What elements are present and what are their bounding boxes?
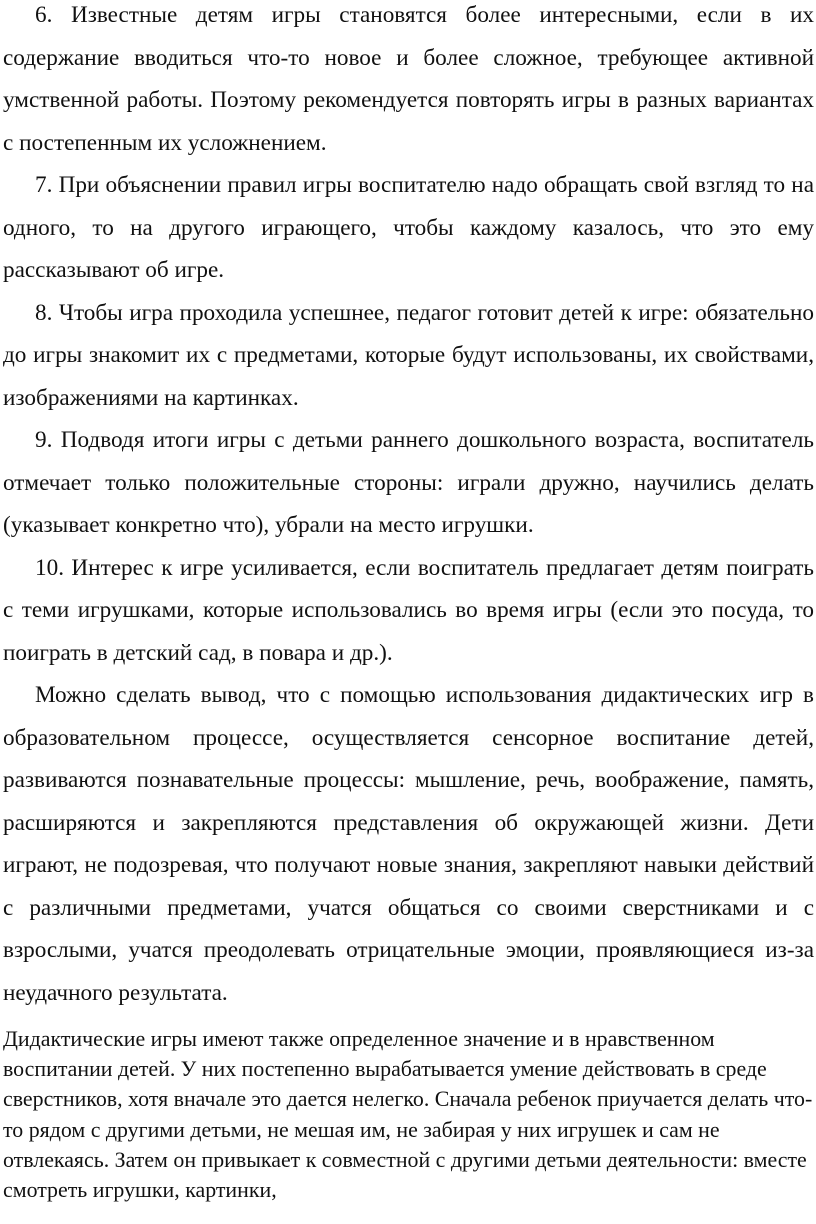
paragraph-item-6: 6. Известные детям игры становятся более интересными, если в их содержание вводиться что-то новое и более сложное, требующее активной умственной работы. Поэтому рекомендуется повторять игры в разных вариантах с постепенным их усложнением. bbox=[3, 2, 814, 156]
paragraph-item-8: 8. Чтобы игра проходила успешнее, педагог готовит детей к игре: обязательно до игры знакомит их с предметами, которые будут использованы, их свойствами, изображениями на картинках. bbox=[3, 299, 814, 411]
paragraph-item-7: 7. При объяснении правил игры воспитателю надо обращать свой взгляд то на одного, то на другого играющего, чтобы каждому казалось, что это ему рассказывают об игре. bbox=[3, 172, 814, 283]
moral-education-paragraph: Дидактические игры имеют также определенное значение и в нравственном воспитании детей. У них постепенно вырабатывается умение действовать в среде сверстников, хотя вначале это дается нелегко. Сначала ребенок приучается делать что-то рядом с другими детьми, не мешая им, не забирая у них игрушек и сам не отвлекаясь. Затем он привыкает к совместной с другими детьми деятельности: вместе смотреть игрушки, картинки, bbox=[3, 1026, 813, 1203]
paragraph-item-9: 9. Подводя итоги игры с детьми раннего дошкольного возраста, воспитатель отмечает только положительные стороны: играли дружно, научились делать (указывает конкретно что), убрали на место игрушки. bbox=[3, 427, 814, 538]
conclusion-paragraph: Можно сделать вывод, что с помощью использования дидактических игр в образовательном процессе, осуществляется сенсорное воспитание детей, развиваются познавательные процессы: мышление, речь, воображение, память, расширяются и закрепляются представления об окружающей жизни. Дети играют, не подозревая, что получают новые знания, закрепляют навыки действий с различными предметами, учатся общаться со своими сверстниками и с взрослыми, учатся преодолевать отрицательные эмоции, проявляющиеся из-за неудачного результата. bbox=[3, 682, 814, 1006]
paragraph-item-10: 10. Интерес к игре усиливается, если воспитатель предлагает детям поиграть с теми игрушками, которые использовались во время игры (если это посуда, то поиграть в детский сад, в повара и др.). bbox=[3, 554, 814, 666]
